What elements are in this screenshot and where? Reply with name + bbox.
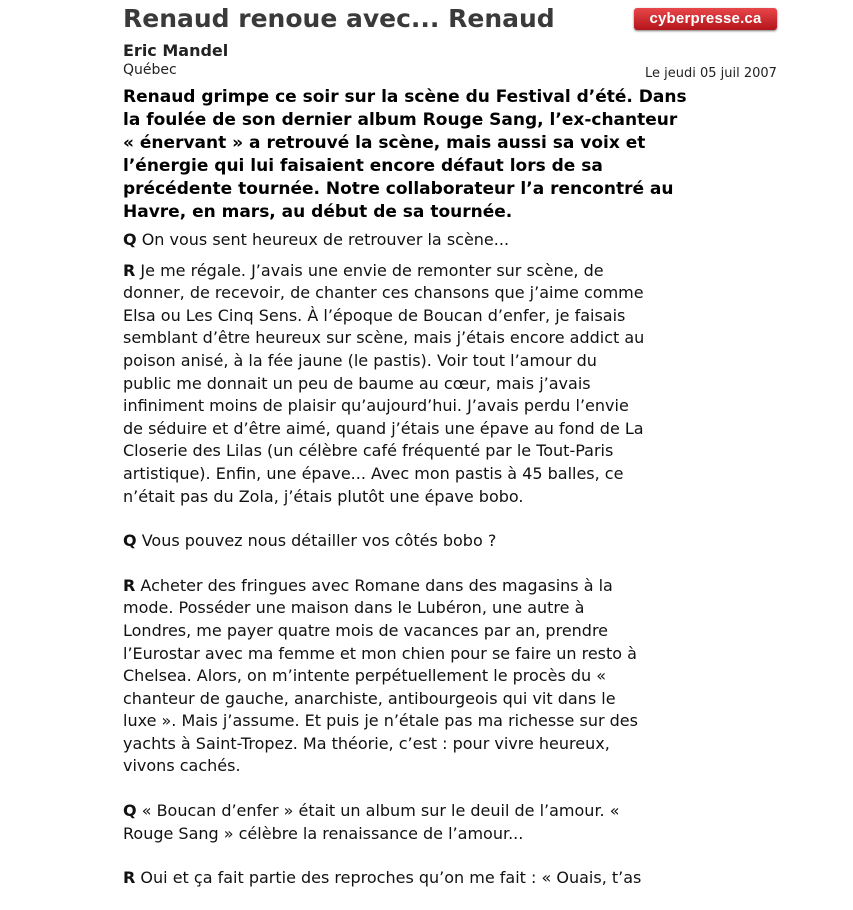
paragraph-line: « Boucan d’enfer » était un album sur le deuil de l’amour. «: [141, 801, 620, 821]
article-body: [123, 229, 743, 890]
paragraph-line: n’était pas du Zola, j’étais plutôt une épave bobo.: [123, 486, 524, 506]
paragraph-line: luxe ». Mais j’assume. Et puis je n’étale pas ma richesse sur des: [123, 711, 638, 731]
paragraph-line: public me donnait un peu de baume au cœur, mais j’avais: [123, 373, 591, 393]
paragraph-line: de séduire et d’être aimé, quand j’étais une épave au fond de La: [123, 418, 644, 438]
paragraph-line: artistique). Enfin, une épave... Avec mon pastis à 45 balles, ce: [123, 463, 624, 483]
article-lede: [123, 86, 733, 224]
interview-answer: [123, 260, 743, 509]
paragraph-line: On vous sent heureux de retrouver la scène...: [141, 230, 510, 249]
lede-line: « énervant » a retrouvé la scène, mais aussi sa voix et: [123, 133, 646, 153]
paragraph-line: Chelsea. Alors, on m’intente perpétuellement le procès du «: [123, 666, 607, 686]
interview-answer: [123, 575, 743, 778]
interview-question: [123, 229, 743, 252]
author-name: Eric Mandel: [123, 41, 229, 60]
lede-line: Havre, en mars, au début de sa tournée.: [123, 202, 513, 222]
paragraph-line: Londres, me payer quatre mois de vacances par an, prendre: [123, 620, 609, 640]
paragraph-line: donner, de recevoir, de chanter ces chansons que j’aime comme: [123, 283, 644, 303]
paragraph-line: chanteur de gauche, anarchiste, antibourgeois qui vit dans le: [123, 688, 616, 708]
paragraph-line: mode. Posséder une maison dans le Lubéron, une autre à: [123, 598, 585, 618]
cyberpresse-logo[interactable]: cyberpresse.ca: [634, 8, 777, 30]
paragraph-line: poison anisé, à la fée jaune (le pastis). Voir tout l’amour du: [123, 350, 597, 370]
paragraph-line: infiniment moins de plaisir qu’aujourd’hui. J’avais perdu l’envie: [123, 396, 629, 416]
paragraph-line: Oui et ça fait partie des reproches qu’on me fait : « Ouais, t’as: [140, 868, 642, 888]
publication-date: Le jeudi 05 juil 2007: [645, 66, 777, 81]
question-marker: Q: [123, 531, 137, 551]
paragraph-line: Acheter des fringues avec Romane dans des magasins à la: [140, 575, 613, 595]
article-title: Renaud renoue avec... Renaud: [123, 4, 555, 33]
paragraph-line: Closerie des Lilas (un célèbre café fréquenté par le Tout-Paris: [123, 441, 614, 461]
paragraph-line: semblant d’être heureux sur scène, mais j’étais encore addict au: [123, 328, 645, 348]
answer-marker: R: [123, 575, 136, 595]
lede-line: précédente tournée. Notre collaborateur l’a rencontré au: [123, 179, 674, 199]
dateline-place: Québec: [123, 62, 177, 78]
question-marker: Q: [123, 801, 137, 821]
paragraph-line: yachts à Saint-Tropez. Ma théorie, c’est : pour vivre heureux,: [123, 733, 610, 753]
paragraph-line: Vous pouvez nous détailler vos côtés bobo ?: [141, 531, 497, 551]
paragraph-line: Je me régale. J’avais une envie de remonter sur scène, de: [140, 260, 604, 280]
paragraph-line: Rouge Sang » célèbre la renaissance de l’amour...: [123, 823, 524, 843]
paragraph-line: l’Eurostar avec ma femme et mon chien pour se faire un resto à: [123, 643, 637, 663]
interview-question: [123, 530, 743, 553]
paragraph-line: Elsa ou Les Cinq Sens. À l’époque de Boucan d’enfer, je faisais: [123, 305, 626, 325]
interview-answer: [123, 867, 743, 890]
lede-line: Renaud grimpe ce soir sur la scène du Festival d’été. Dans: [123, 87, 687, 107]
paragraph-line: vivons cachés.: [123, 756, 241, 776]
answer-marker: R: [123, 260, 136, 280]
lede-line: l’énergie qui lui faisaient encore défaut lors de sa: [123, 156, 603, 176]
answer-marker: R: [123, 868, 136, 888]
question-marker: Q: [123, 230, 137, 249]
lede-line: la foulée de son dernier album Rouge Sang, l’ex-chanteur: [123, 110, 678, 130]
interview-question: [123, 800, 743, 845]
